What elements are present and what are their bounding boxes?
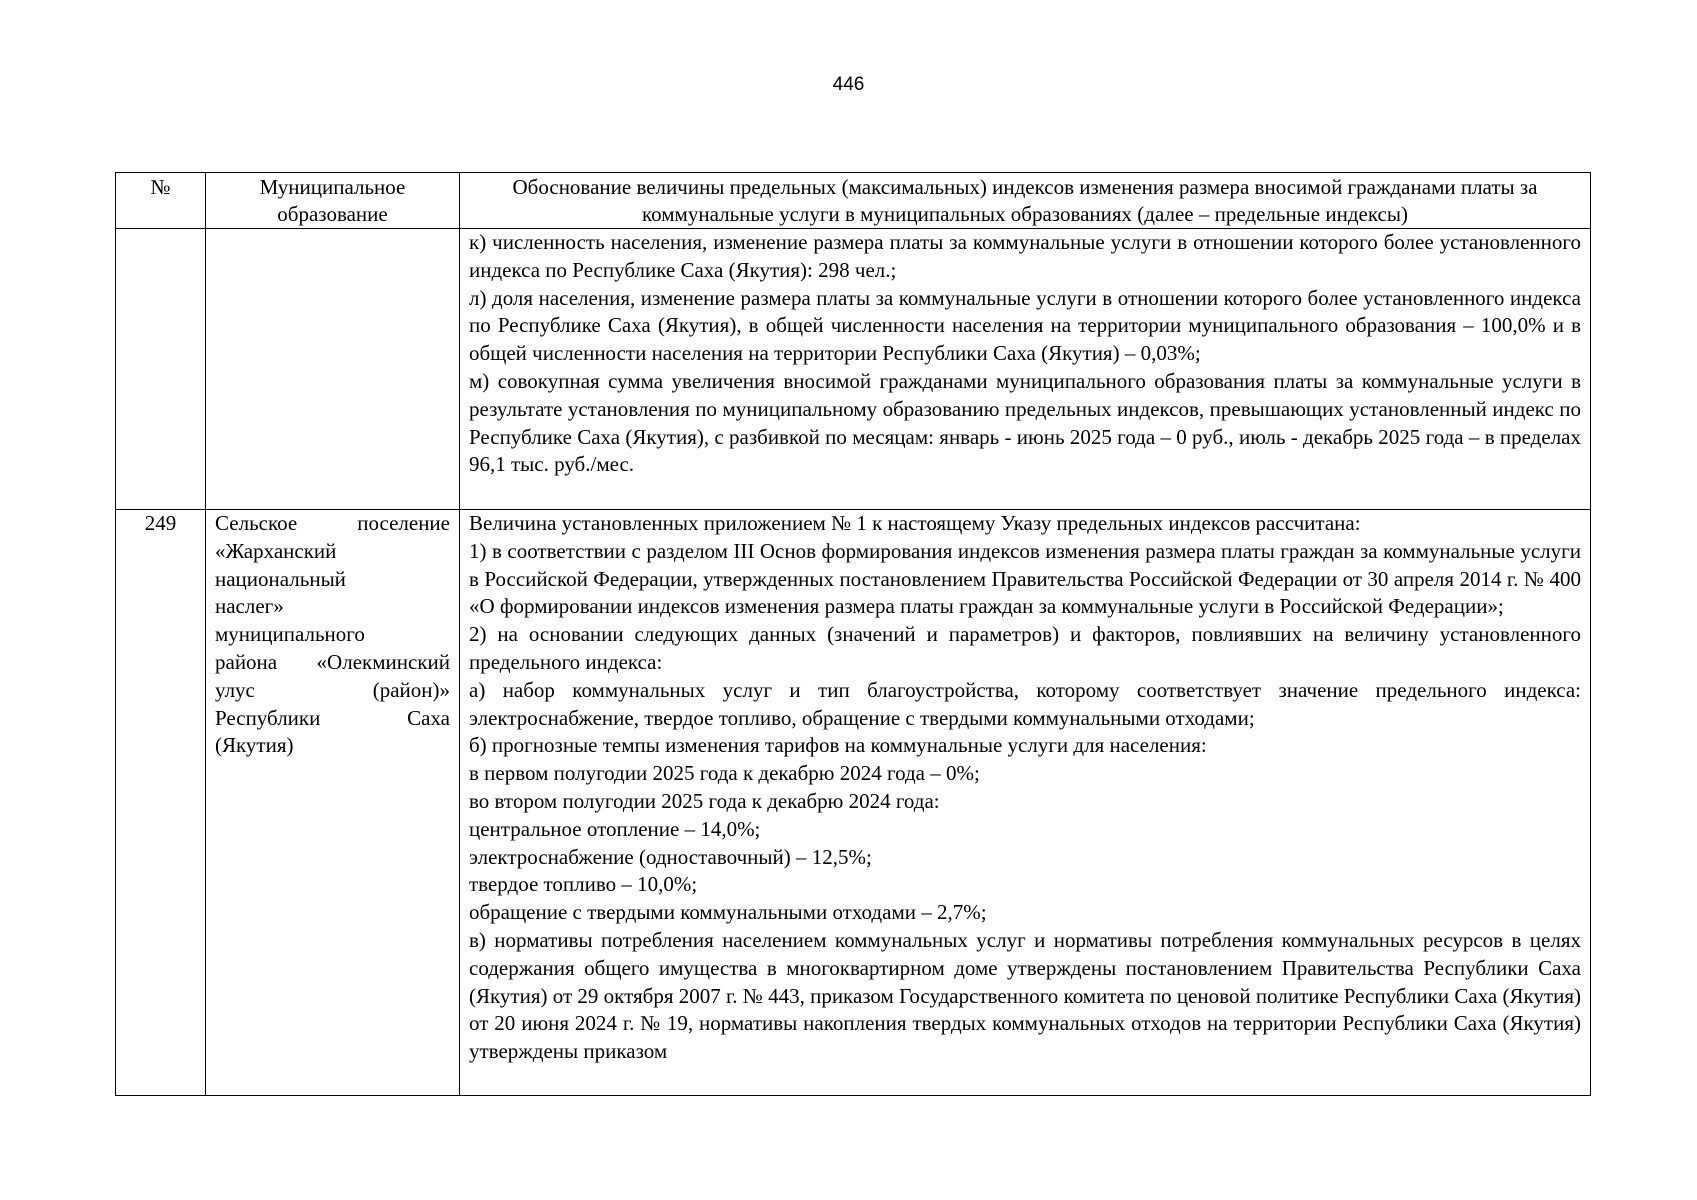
paragraph: в первом полугодии 2025 года к декабрю 2024 года – 0%; (469, 761, 980, 786)
municipality-line: района «Олекминский (215, 649, 450, 674)
header-municipality: Муниципальное образование (206, 173, 460, 229)
paragraph: обращение с твердыми коммунальными отходами – 2,7%; (469, 900, 987, 925)
paragraph: к) численность населения, изменение размера платы за коммунальные услуги в отношении которого более установленного индекса по Республике Саха (Якутия): 298 чел.; (469, 230, 1581, 282)
index-justification-table (115, 172, 1591, 1096)
paragraph: л) доля населения, изменение размера платы за коммунальные услуги в отношении которого более установленного индекса по Республике Саха (Якутия), в общей численности населения на территории муниципального образования – 100,0% и в общей численности населения на территории Республики Саха (Якутия) – 0,03%; (469, 285, 1581, 366)
paragraph: в) нормативы потребления населением коммунальных услуг и нормативы потребления коммунальных ресурсов в целях содержания общего имущества в многоквартирном доме утверждены постановлением Правительства Республики Саха (Якутия) от 29 октября 2007 г. № 443, приказом Государственного комитета по ценовой политике Республики Саха (Якутия) от 20 июня 2024 г. № 19, нормативы накопления твердых коммунальных отходов на территории Республики Саха (Якутия) утверждены приказом (469, 927, 1581, 1064)
row-num (116, 229, 206, 510)
paragraph: Величина установленных приложением № 1 к настоящему Указу предельных индексов рассчитана: (469, 511, 1361, 535)
municipality-line: Республики Саха (215, 705, 450, 730)
page-number: 446 (832, 74, 865, 95)
row-justification (460, 510, 1591, 1096)
municipality-line: «Жарханский (215, 538, 337, 563)
paragraph: б) прогнозные темпы изменения тарифов на коммунальные услуги для населения: (469, 733, 1207, 758)
municipality-line: наслег» (215, 594, 284, 619)
municipality-line: Сельское поселение (215, 511, 450, 535)
row-municipality (206, 510, 460, 1096)
paragraph: во втором полугодии 2025 года к декабрю 2024 года: (469, 788, 940, 813)
paragraph: 2) на основании следующих данных (значений и параметров) и факторов, повлиявших на величину установленного предельного индекса: (469, 622, 1581, 674)
row-justification (460, 229, 1591, 510)
paragraph: а) набор коммунальных услуг и тип благоустройства, которому соответствует значение предельного индекса: электроснабжение, твердое топливо, обращение с твердыми коммунальными отходами; (469, 677, 1581, 730)
row-municipality (206, 229, 460, 510)
table-row (116, 229, 1591, 510)
paragraph: электроснабжение (одноставочный) – 12,5%; (469, 844, 872, 869)
municipality-line: национальный (215, 566, 346, 591)
paragraph: 1) в соответствии с разделом III Основ формирования индексов изменения размера платы граждан за коммунальные услуги в Российской Федерации, утвержденных постановлением Правительства Российской Федерации от 30 апреля 2014 г. № 400 «О формировании индексов изменения размера платы граждан за коммунальные услуги в Российской Федерации»; (469, 538, 1581, 619)
row-num: 249 (116, 510, 206, 1096)
paragraph: твердое топливо – 10,0%; (469, 872, 698, 897)
table-row (116, 510, 1591, 1096)
paragraph: м) совокупная сумма увеличения вносимой гражданами муниципального образования платы за коммунальные услуги в результате установления по муниципальному образованию предельных индексов, превышающих установленный индекс по Республике Саха (Якутия), с разбивкой по месяцам: январь - июнь 2025 года – 0 руб., июль - декабрь 2025 года – в пределах 96,1 тыс. руб./мес. (469, 368, 1581, 477)
municipality-line: (Якутия) (215, 733, 294, 758)
header-num: № (116, 173, 206, 229)
municipality-line: улус (район)» (215, 677, 450, 702)
table-header-row (116, 173, 1591, 229)
paragraph: центральное отопление – 14,0%; (469, 816, 761, 841)
municipality-line: муниципального (215, 622, 365, 647)
header-justification: Обоснование величины предельных (максимальных) индексов изменения размера вносимой гражданами платы за коммунальные услуги в муниципальных образованиях (далее – предельные индексы) (460, 173, 1591, 229)
